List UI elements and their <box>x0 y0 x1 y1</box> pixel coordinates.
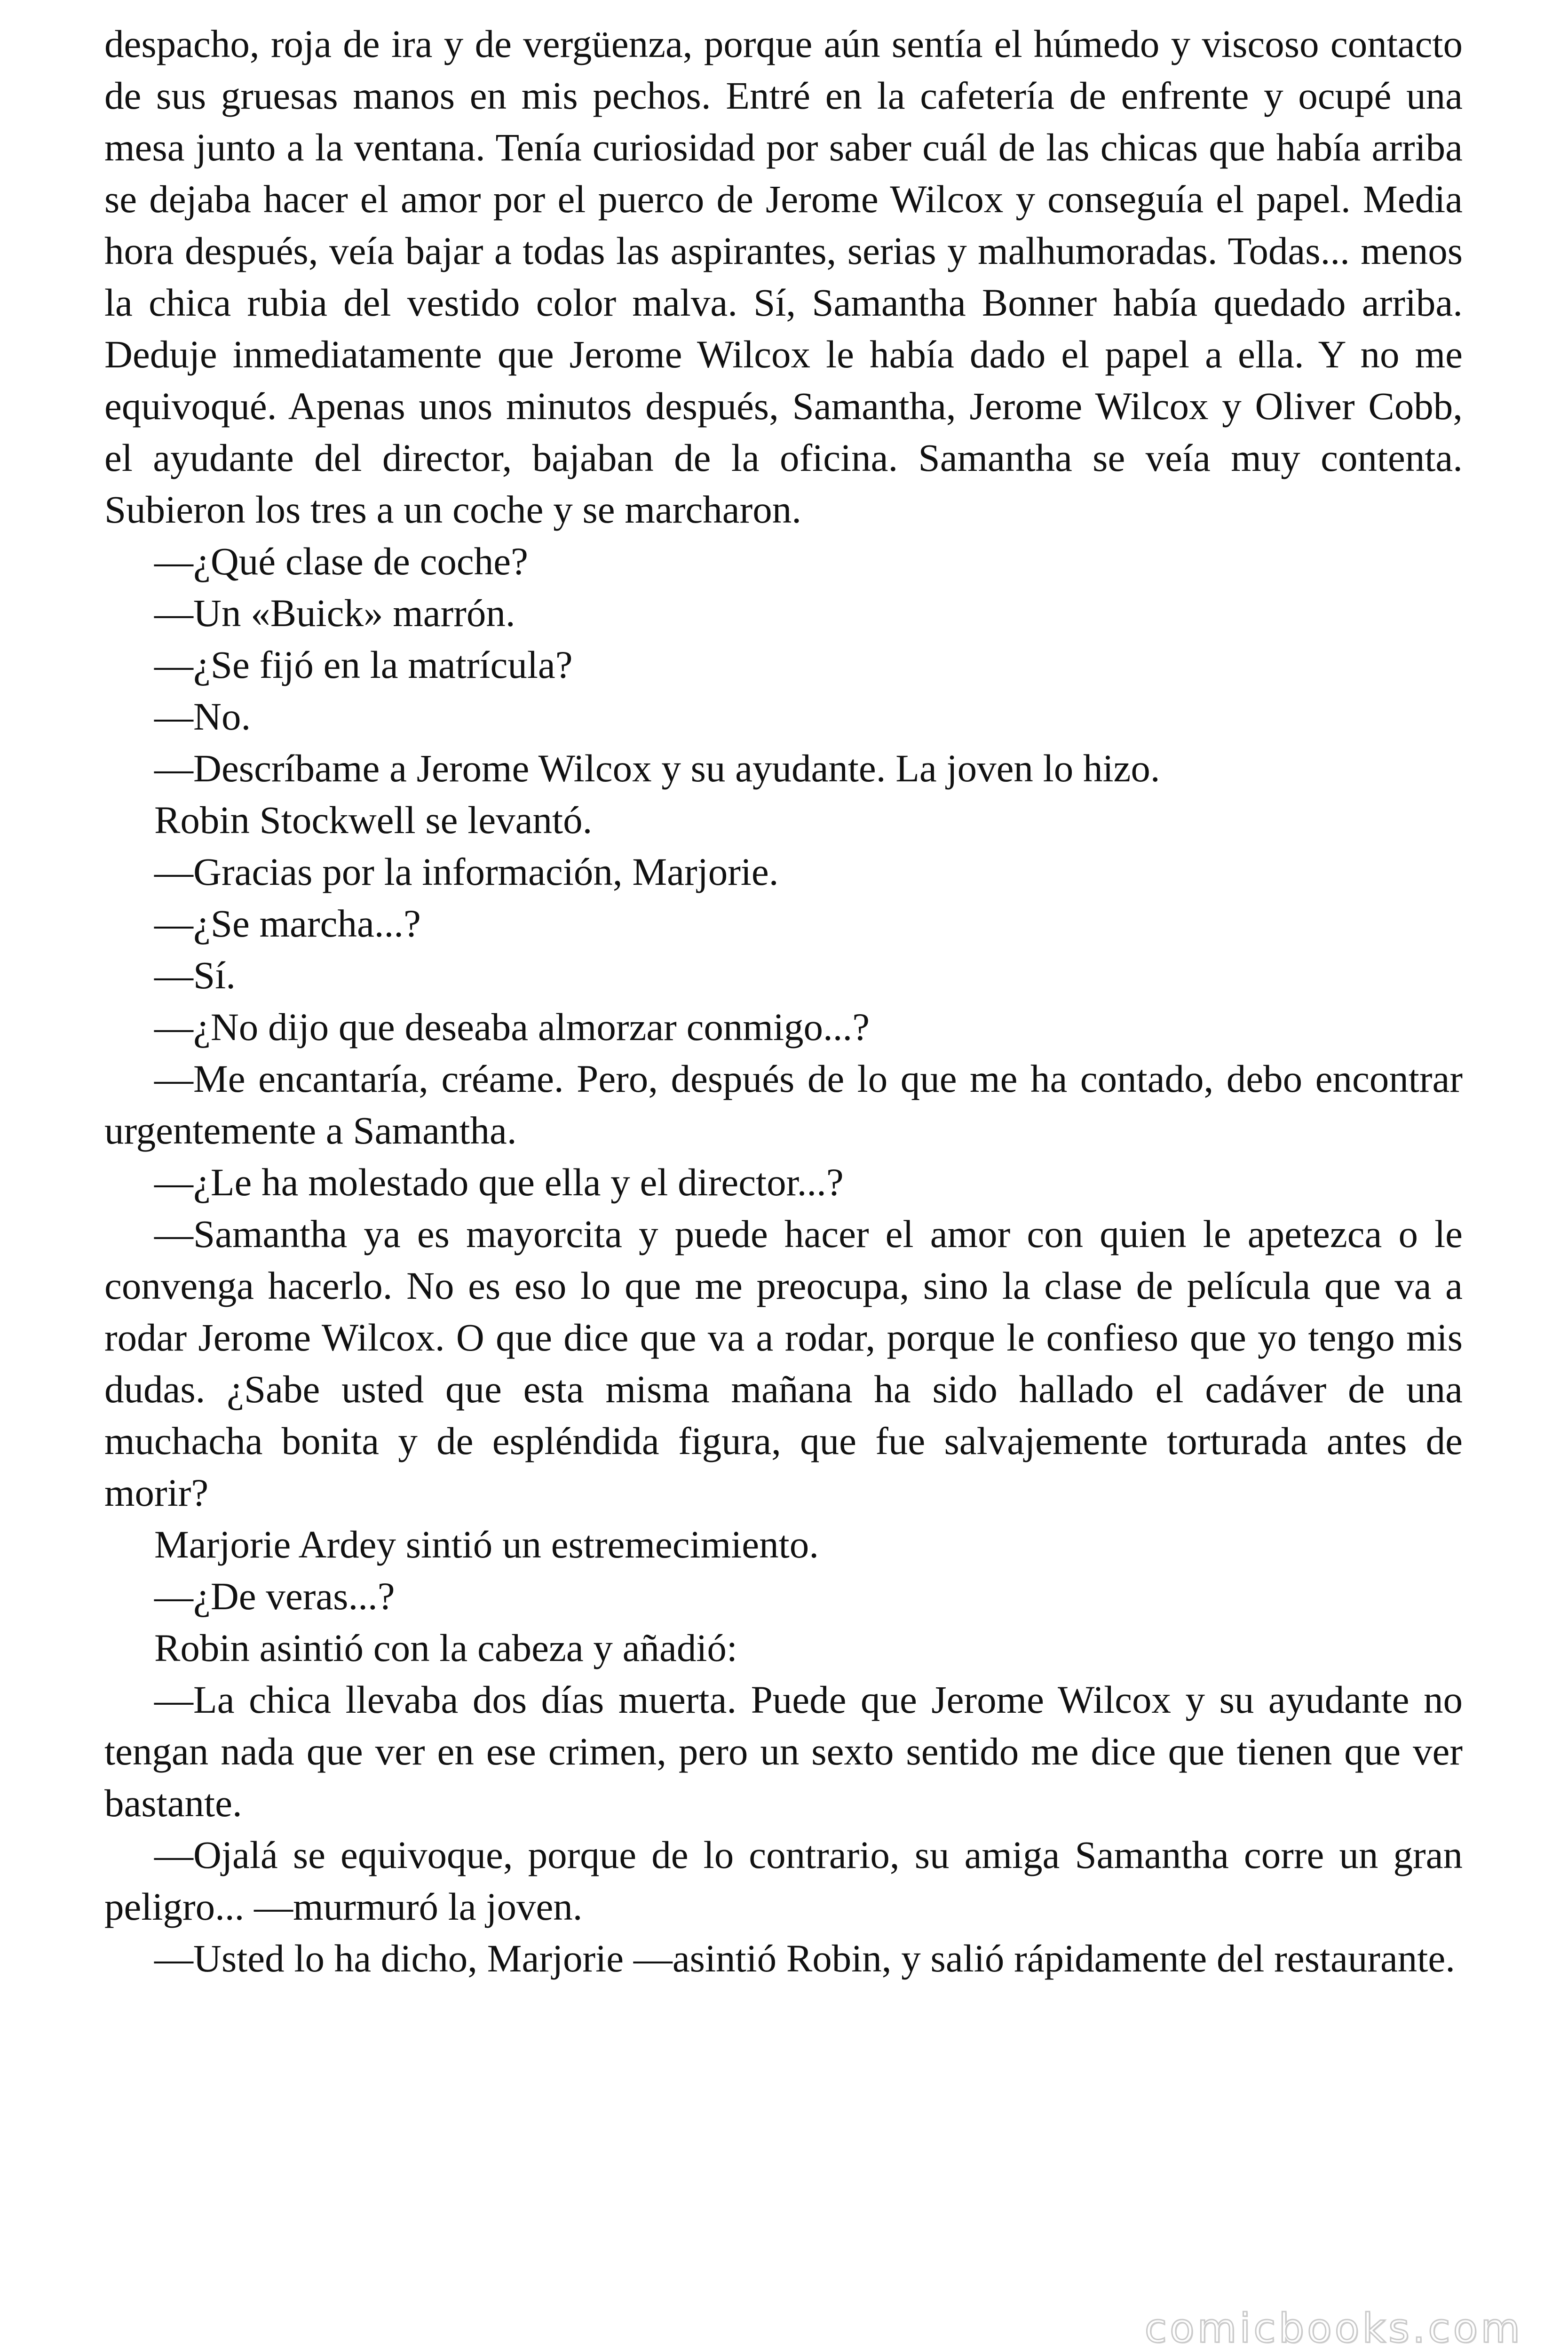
dialogue-line: —¿No dijo que deseaba almorzar conmigo...? <box>154 1005 870 1049</box>
dialogue-line: —¿Le ha molestado que ella y el director...? <box>154 1160 844 1204</box>
dialogue-line: —¿Se fijó en la matrícula? <box>154 643 573 686</box>
dialogue-line: —Descríbame a Jerome Wilcox y su ayudante. La joven lo hizo. <box>154 747 1160 790</box>
dialogue-line: —¿De veras...? <box>154 1574 395 1618</box>
dialogue-line: —Sí. <box>154 954 236 997</box>
dialogue-line: —Ojalá se equivoque, porque de lo contrario, su amiga Samantha corre un gran peligro... —murmuró la joven. <box>104 1833 1463 1928</box>
dialogue-line: —Me encantaría, créame. Pero, después de lo que me ha contado, debo encontrar urgentemente a Samantha. <box>104 1057 1463 1152</box>
dialogue-line: —Un «Buick» marrón. <box>154 591 515 635</box>
dialogue-line: —¿Qué clase de coche? <box>154 540 528 583</box>
narration-line: Robin asintió con la cabeza y añadió: <box>154 1626 737 1669</box>
dialogue-line: —¿Se marcha...? <box>154 902 421 945</box>
dialogue-line: —No. <box>154 695 251 738</box>
dialogue-line: —Usted lo ha dicho, Marjorie —asintió Robin, y salió rápidamente del restaurante. <box>154 1937 1455 1980</box>
dialogue-line: —Samantha ya es mayorcita y puede hacer el amor con quien le apetezca o le convenga hacerlo. No es eso lo que me preocupa, sino la clase de película que va a rodar Jerome Wilcox. O que dice que va a rodar, porque le confieso que yo tengo mis dudas. ¿Sabe usted que esta misma mañana ha sido hallado el cadáver de una muchacha bonita y de espléndida figura, que fue salvajemente torturada antes de morir? <box>104 1212 1463 1514</box>
dialogue-line: —Gracias por la información, Marjorie. <box>154 850 779 893</box>
paragraph-continuation: despacho, roja de ira y de vergüenza, porque aún sentía el húmedo y viscoso contacto de sus gruesas manos en mis pechos. Entré en la cafetería de enfrente y ocupé una mesa junto a la ventana. Tenía curiosidad por saber cuál de las chicas que había arriba se dejaba hacer el amor por el puerco de Jerome Wilcox y conseguía el papel. Media hora después, veía bajar a todas las aspirantes, serias y malhumoradas. Todas... menos la chica rubia del vestido color malva. Sí, Samantha Bonner había quedado arriba. Deduje inmediatamente que Jerome Wilcox le había dado el papel a ella. Y no me equivoqué. Apenas unos minutos después, Samantha, Jerome Wilcox y Oliver Cobb, el ayudante del director, bajaban de la oficina. Samantha se veía muy contenta. Subieron los tres a un coche y se marcharon. <box>104 22 1463 531</box>
narration-line: Marjorie Ardey sintió un estremecimiento. <box>154 1523 819 1566</box>
narration-line: Robin Stockwell se levantó. <box>154 798 593 842</box>
watermark-logo: comicbooks.com <box>1144 2305 1523 2352</box>
dialogue-line: —La chica llevaba dos días muerta. Puede que Jerome Wilcox y su ayudante no tengan nada que ver en ese crimen, pero un sexto sentido me dice que tienen que ver bastante. <box>104 1678 1463 1825</box>
page-text <box>104 18 1463 1984</box>
